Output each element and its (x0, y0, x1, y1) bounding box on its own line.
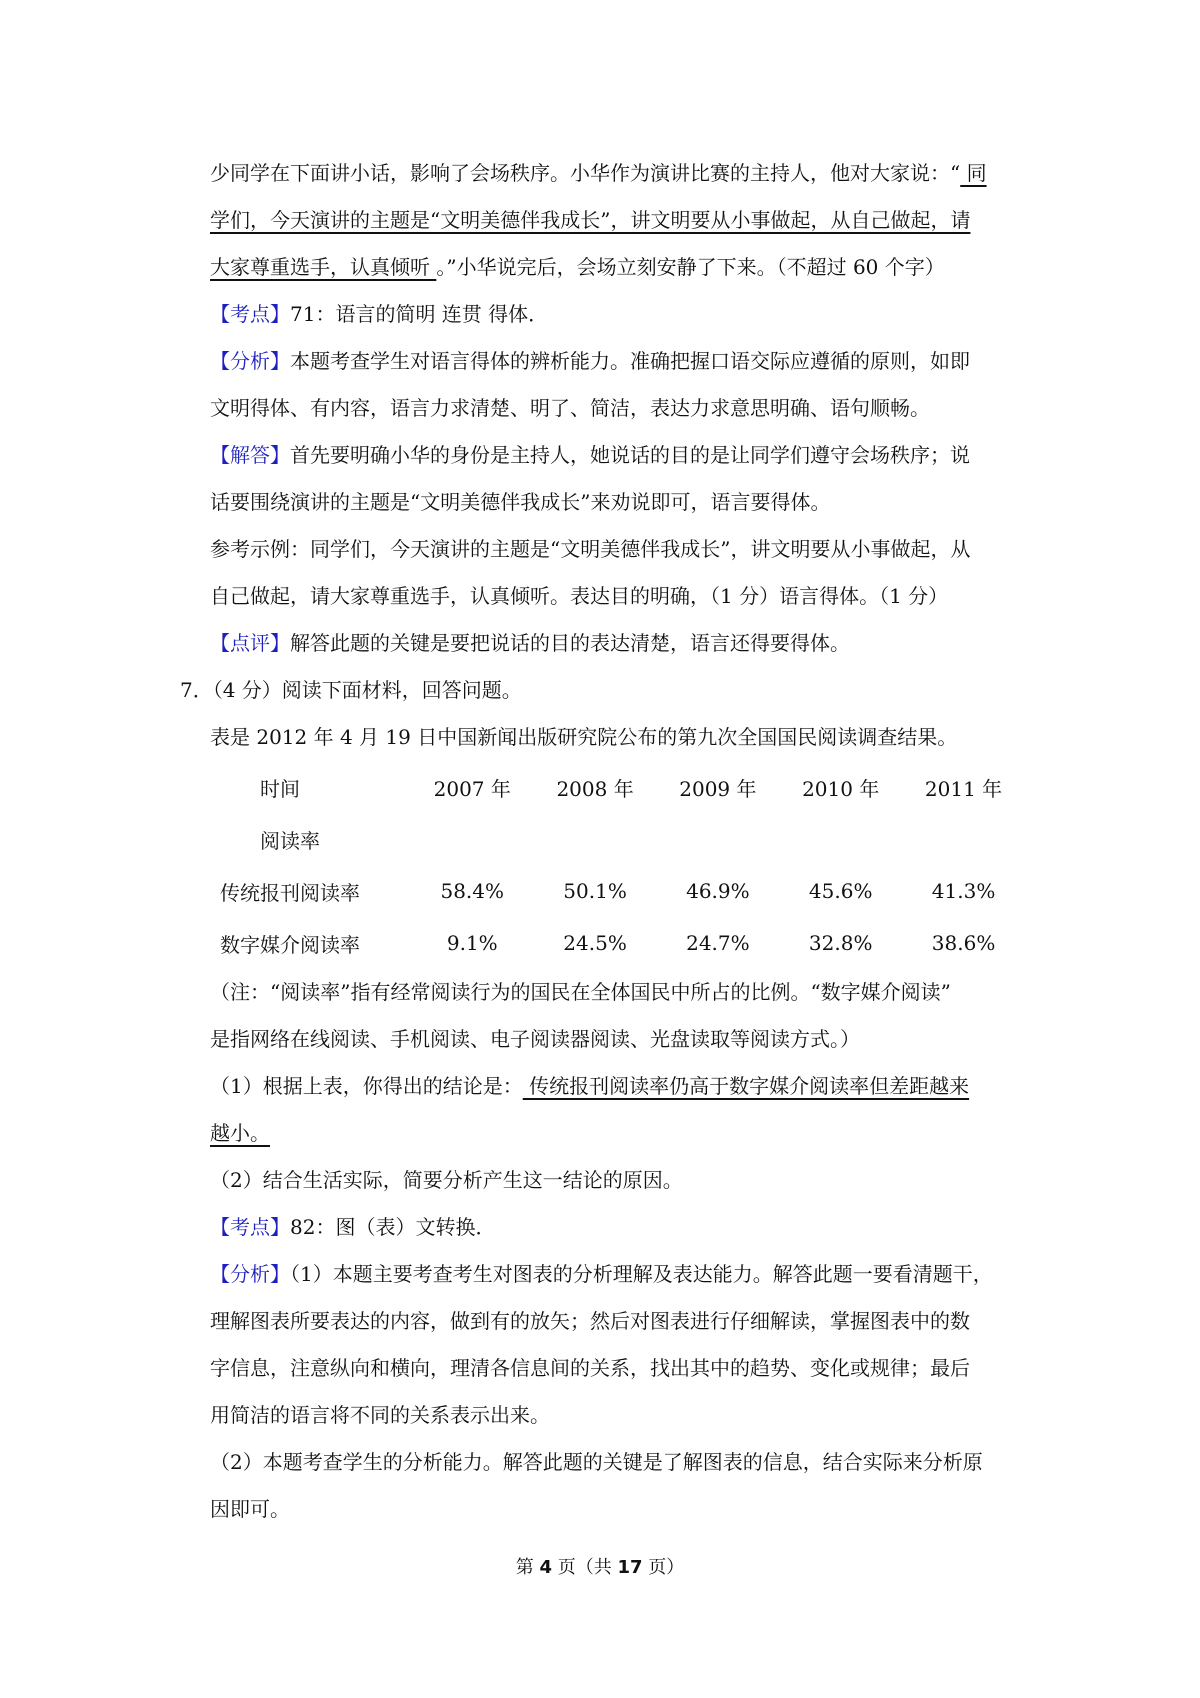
reference-text: 参考示例：同学们，今天演讲的主题是“文明美德伴我成长”，讲文明要从小事做起，从 (210, 537, 971, 561)
fenxi-text: 字信息，注意纵向和横向，理清各信息间的关系，找出其中的趋势、变化或规律；最后 (210, 1356, 970, 1380)
jieda-tag: 【解答】 (210, 443, 290, 467)
answer-underlined: 大家尊重选手，认真倾听 (210, 255, 437, 279)
fenxi-tag: 【分析】 (210, 1262, 290, 1286)
page-footer (0, 1553, 1200, 1579)
table-cell: 9.1% (446, 931, 498, 955)
jieda-text: 首先要明确小华的身份是主持人，她说话的目的是让同学们遵守会场秩序；说 (290, 443, 970, 467)
answer-underlined: 学们，今天演讲的主题是“文明美德伴我成长”，讲文明要从小事做起，从自己做起，请 (210, 208, 971, 232)
reading-rate-table (220, 761, 1025, 969)
answer-underlined: 越小。 (210, 1121, 270, 1145)
jieda-line (210, 432, 1025, 479)
table-cell: 41.3% (931, 879, 996, 903)
paragraph-line (210, 1486, 1025, 1533)
fenxi-line (210, 1251, 1025, 1298)
row-label: 数字媒介阅读率 (220, 932, 360, 957)
reference-line (210, 573, 1025, 620)
table-cell: 50.1% (563, 879, 627, 903)
subquestion-1 (210, 1063, 1025, 1110)
text: 。”小华说完后，会场立刻安静了下来。（不超过 60 个字） (436, 255, 945, 279)
note-text: 是指网络在线阅读、手机阅读、电子阅读器阅读、光盘读取等阅读方式。） (210, 1027, 860, 1051)
question-7-title (180, 667, 1025, 714)
dianping-tag: 【点评】 (210, 631, 290, 655)
answer-underlined: 同 (960, 161, 987, 185)
table-cell: 58.4% (440, 879, 505, 903)
table-cell: 38.6% (931, 931, 996, 955)
paragraph-line (210, 1110, 1025, 1157)
kaodian-tag: 【考点】 (210, 1215, 290, 1239)
subquestion-text: （2）结合生活实际，简要分析产生这一结论的原因。 (210, 1168, 683, 1192)
kaodian-tag: 【考点】 (210, 302, 290, 326)
paragraph-line (210, 479, 1025, 526)
fenxi-text: 理解图表所要表达的内容，做到有的放矢；然后对图表进行仔细解读，掌握图表中的数 (210, 1309, 970, 1333)
reference-line (210, 526, 1025, 573)
dianping-line (210, 620, 1025, 667)
table-subheader-row (220, 813, 1025, 865)
note-line (210, 1016, 1025, 1063)
subquestion-2 (210, 1157, 1025, 1204)
footer-total-pages: 17 (617, 1557, 643, 1578)
header-year: 2008 年 (556, 776, 634, 801)
footer-page-number: 4 (539, 1557, 552, 1578)
paragraph-line (210, 197, 1025, 244)
paragraph-line (210, 244, 1025, 291)
question-text: 7．（4 分）阅读下面材料，回答问题。 (180, 678, 522, 702)
fenxi-text: 文明得体、有内容，语言力求清楚、明了、简洁，表达力求意思明确、语句顺畅。 (210, 396, 930, 420)
subquestion-text: （1）根据上表，你得出的结论是： (210, 1074, 523, 1098)
kaodian-line (210, 1204, 1025, 1251)
table-row (220, 917, 1025, 969)
header-year: 2011 年 (924, 776, 1003, 801)
text: 少同学在下面讲小话，影响了会场秩序。小华作为演讲比赛的主持人，他对大家说：“ (210, 161, 961, 185)
table-cell: 24.5% (563, 931, 627, 955)
paragraph-line (210, 385, 1025, 432)
fenxi-text: （1）本题主要考查考生对图表的分析理解及表达能力。解答此题一要看清题干， (290, 1262, 993, 1286)
header-year: 2007 年 (433, 776, 511, 801)
paragraph-line (210, 1439, 1025, 1486)
note-text: （注：“阅读率”指有经常阅读行为的国民在全体国民中所占的比例。“数字媒介阅读” (210, 980, 951, 1004)
reference-text: 自己做起，请大家尊重选手，认真倾听。表达目的明确，（1 分）语言得体。（1 分） (210, 584, 949, 608)
jieda-text: 话要围绕演讲的主题是“文明美德伴我成长”来劝说即可，语言要得体。 (210, 490, 831, 514)
dianping-text: 解答此题的关键是要把说话的目的表达清楚，语言还得要得体。 (290, 631, 850, 655)
header-year: 2009 年 (679, 776, 757, 801)
table-header-row (220, 761, 1025, 813)
page-content (180, 150, 1025, 1533)
table-cell: 24.7% (686, 931, 750, 955)
kaodian-text: 71：语言的简明 连贯 得体． (290, 302, 549, 326)
fenxi-text: （2）本题考查学生的分析能力。解答此题的关键是了解图表的信息，结合实际来分析原 (210, 1450, 983, 1474)
answer-underlined: 传统报刊阅读率仍高于数字媒介阅读率但差距越来 (522, 1074, 970, 1098)
footer-prefix: 第 (515, 1557, 534, 1578)
fenxi-text: 因即可。 (210, 1497, 290, 1521)
footer-middle: 页（共 (557, 1557, 612, 1578)
table-row (220, 865, 1025, 917)
paragraph-line (210, 150, 1025, 197)
footer-suffix: 页） (648, 1557, 685, 1578)
note-line (210, 969, 1025, 1016)
paragraph-line (210, 1392, 1025, 1439)
fenxi-text: 本题考查学生对语言得体的辨析能力。准确把握口语交际应遵循的原则，如即 (290, 349, 970, 373)
fenxi-line (210, 338, 1025, 385)
table-intro (210, 714, 1025, 761)
fenxi-tag: 【分析】 (210, 349, 290, 373)
table-cell: 46.9% (686, 879, 750, 903)
paragraph-line (210, 1298, 1025, 1345)
header-rate: 阅读率 (260, 828, 320, 853)
header-time: 时间 (260, 776, 300, 801)
table-intro-text: 表是 2012 年 4 月 19 日中国新闻出版研究院公布的第九次全国国民阅读调查结果。 (210, 725, 958, 749)
kaodian-line (210, 291, 1025, 338)
paragraph-line (210, 1345, 1025, 1392)
kaodian-text: 82：图（表）文转换． (290, 1215, 496, 1239)
fenxi-text: 用简洁的语言将不同的关系表示出来。 (210, 1403, 550, 1427)
table-cell: 32.8% (808, 931, 873, 955)
header-year: 2010 年 (802, 776, 880, 801)
row-label: 传统报刊阅读率 (220, 880, 360, 905)
table-cell: 45.6% (808, 879, 873, 903)
